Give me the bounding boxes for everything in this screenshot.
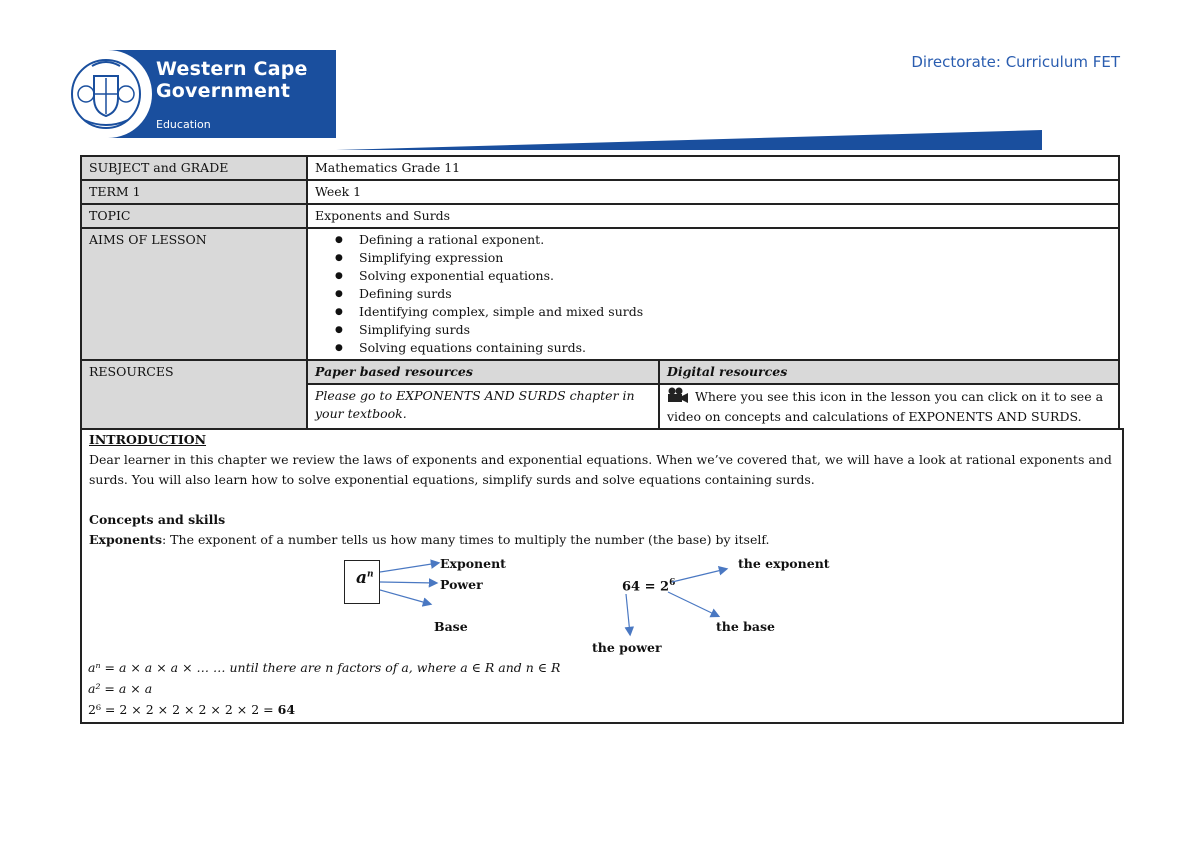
org-department: Education xyxy=(156,118,211,131)
org-name-line2: Government xyxy=(156,80,291,102)
directorate-label: Directorate: Curriculum FET xyxy=(911,53,1120,71)
equation-definition: aⁿ = a × a × a × … … until there are n factors of a, where a ∈ R and n ∈ R xyxy=(88,660,561,675)
list-item: ● Defining a rational exponent. xyxy=(359,231,1111,249)
topic-value: Exponents and Surds xyxy=(307,204,1119,228)
exponent-label: Exponent xyxy=(440,556,506,571)
list-item: ● Identifying complex, simple and mixed surds xyxy=(359,303,1111,321)
list-item: ● Solving equations containing surds. xyxy=(359,339,1111,357)
exponents-def-text: : The exponent of a number tells us how many times to multiply the number (the base) by itself. xyxy=(162,532,770,547)
term-label: TERM 1 xyxy=(81,180,307,204)
paper-resources-heading: Paper based resources xyxy=(307,360,659,384)
subject-value: Mathematics Grade 11 xyxy=(307,156,1119,180)
intro-paragraph: Dear learner in this chapter we review the laws of exponents and exponential equations. When we’ve covered that, we will have a look at rational exponents and surds. You will also learn how to solve exponential equations, simplify surds and solve equations containing surds. xyxy=(89,452,1112,487)
list-item: ● Simplifying expression xyxy=(359,249,1111,267)
org-name-line1: Western Cape xyxy=(156,58,308,80)
intro-title: INTRODUCTION xyxy=(89,432,207,447)
term-value: Week 1 xyxy=(307,180,1119,204)
digital-resources-text: Where you see this icon in the lesson you can click on it to see a video on concepts and calculations of EXPONENTS AND SURDS. xyxy=(667,389,1104,424)
list-item: ● Simplifying surds xyxy=(359,321,1111,339)
aims-label: AIMS OF LESSON xyxy=(81,228,307,360)
subject-label: SUBJECT and GRADE xyxy=(81,156,307,180)
list-item: ● Solving exponential equations. xyxy=(359,267,1111,285)
resources-label: RESOURCES xyxy=(81,360,307,429)
exponents-term: Exponents xyxy=(89,532,162,547)
list-item: ● Defining surds xyxy=(359,285,1111,303)
paper-resources-text: Please go to EXPONENTS AND SURDS chapter in your textbook. xyxy=(307,384,659,429)
power-label: Power xyxy=(440,577,483,592)
equation-a-squared: a² = a × a xyxy=(88,681,153,696)
an-expression: $a^n$ xyxy=(356,568,374,588)
concepts-title: Concepts and skills xyxy=(89,512,226,527)
the-exponent-label: the exponent xyxy=(738,556,830,571)
sixty-four-expression: $64 = 2^6$ xyxy=(622,578,676,595)
digital-resources-heading: Digital resources xyxy=(659,360,1119,384)
the-base-label: the base xyxy=(716,619,775,634)
the-power-label: the power xyxy=(592,640,662,655)
topic-label: TOPIC xyxy=(81,204,307,228)
base-label: Base xyxy=(434,619,468,634)
equation-two-power-six: 2⁶ = 2 × 2 × 2 × 2 × 2 × 2 = 64 xyxy=(88,702,296,717)
